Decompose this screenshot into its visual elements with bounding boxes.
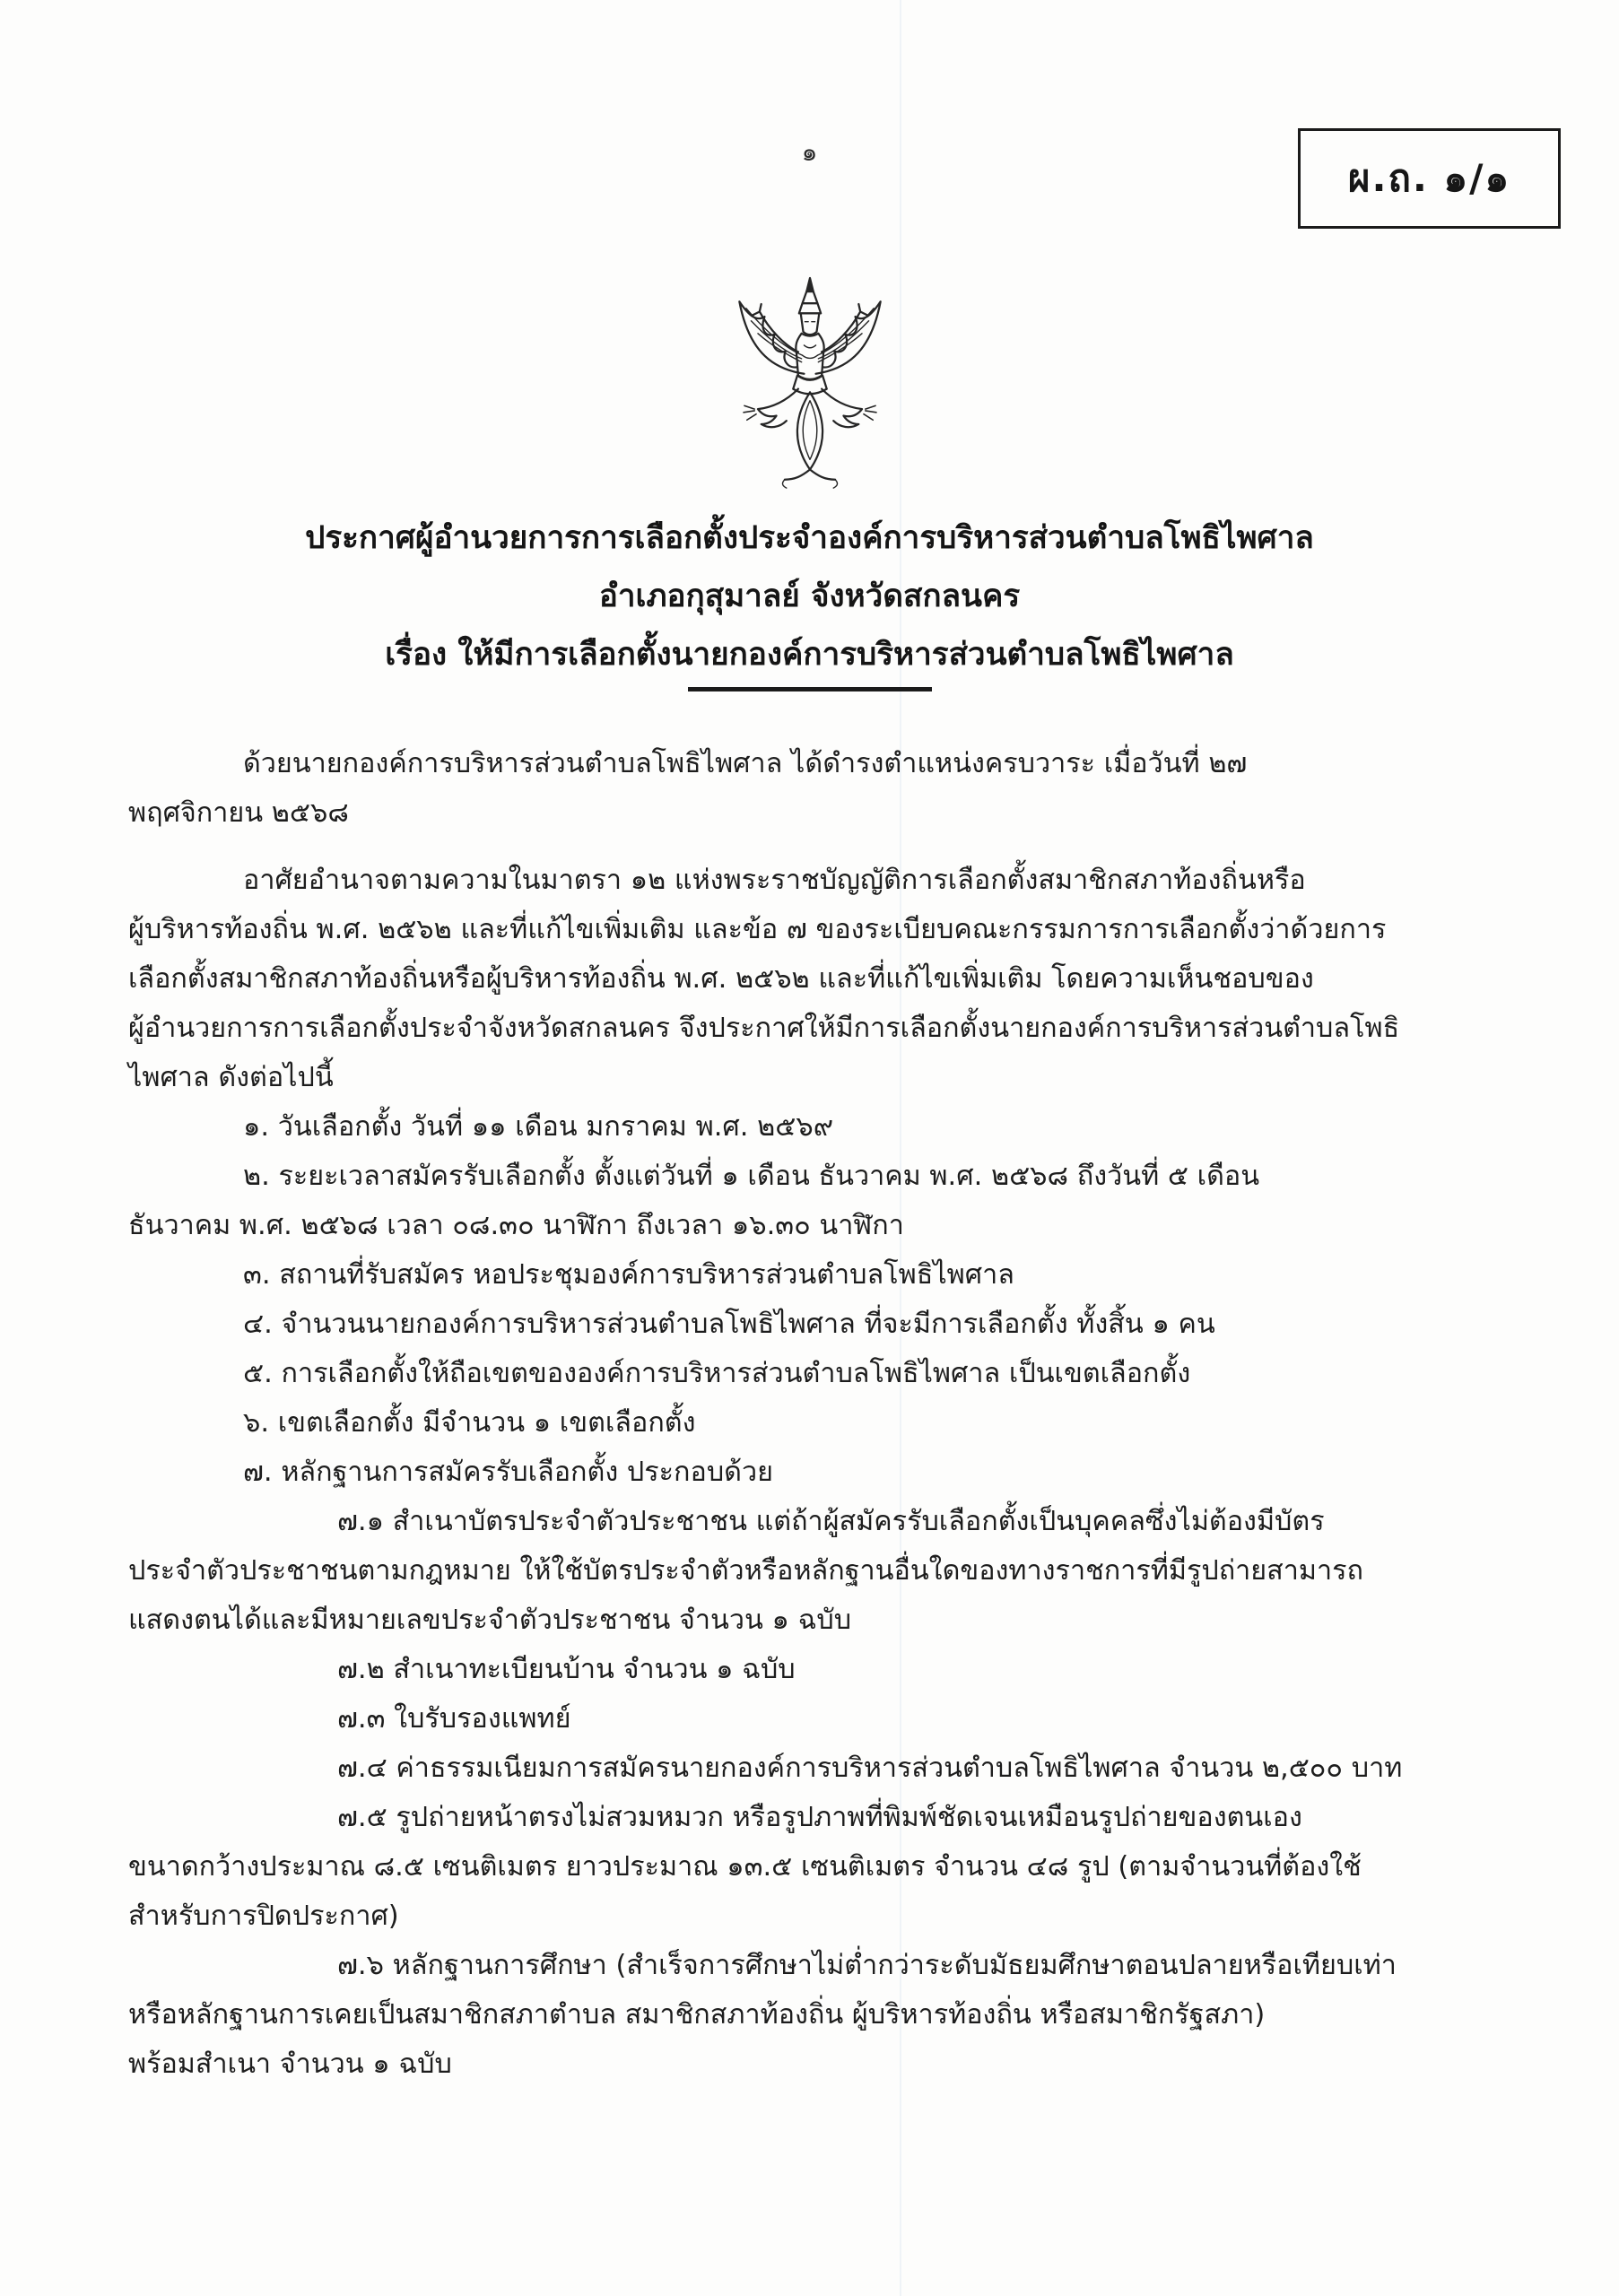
emblem-container xyxy=(0,274,1619,498)
body-line: ขนาดกว้างประมาณ ๘.๕ เซนติเมตร ยาวประมาณ ๑๓.๕ เซนติเมตร จำนวน ๔๘ รูป (ตามจำนวนที่ต้องใช้ xyxy=(128,1851,1362,1883)
form-code-label: ผ.ถ. ๑/๑ xyxy=(1347,156,1511,200)
body-line: สำหรับการปิดประกาศ) xyxy=(128,1900,399,1932)
body-line: พฤศจิกายน ๒๕๖๘ xyxy=(128,797,349,829)
body-line: ๗.๓ ใบรับรองแพทย์ xyxy=(337,1703,571,1735)
body-line: พร้อมสำเนา จำนวน ๑ ฉบับ xyxy=(128,2048,452,2080)
body-line: อาศัยอำนาจตามความในมาตรา ๑๒ แห่งพระราชบัญญัติการเลือกตั้งสมาชิกสภาท้องถิ่นหรือ xyxy=(243,865,1306,896)
body-line: ประจำตัวประชาชนตามกฎหมาย ให้ใช้บัตรประจำตัวหรือหลักฐานอื่นใดของทางราชการที่มีรูปถ่ายสามารถ xyxy=(128,1555,1363,1587)
body-line: ผู้บริหารท้องถิ่น พ.ศ. ๒๕๖๒ และที่แก้ไขเพิ่มเติม และข้อ ๗ ของระเบียบคณะกรรมการการเลือกตั้งว่าด้วยการ xyxy=(128,914,1387,945)
title-line-3: เรื่อง ให้มีการเลือกตั้งนายกองค์การบริหารส่วนตำบลโพธิไพศาล xyxy=(385,637,1234,673)
body-line: ๗.๖ หลักฐานการศึกษา (สำเร็จการศึกษาไม่ต่ำกว่าระดับมัธยมศึกษาตอนปลายหรือเทียบเท่า xyxy=(337,1950,1397,1981)
body-line: ๑. วันเลือกตั้ง วันที่ ๑๑ เดือน มกราคม พ.ศ. ๒๕๖๙ xyxy=(243,1111,834,1143)
body-line: ไพศาล ดังต่อไปนี้ xyxy=(128,1062,334,1093)
body-line: ๗.๔ ค่าธรรมเนียมการสมัครนายกองค์การบริหารส่วนตำบลโพธิไพศาล จำนวน ๒,๕๐๐ บาท xyxy=(337,1752,1403,1784)
thai-garuda-emblem-icon xyxy=(718,274,902,498)
form-code-box xyxy=(1298,128,1561,229)
body-line: แสดงตนได้และมีหมายเลขประจำตัวประชาชน จำนวน ๑ ฉบับ xyxy=(128,1605,852,1636)
body-line: ๖. เขตเลือกตั้ง มีจำนวน ๑ เขตเลือกตั้ง xyxy=(243,1407,696,1439)
title-divider-rule xyxy=(688,687,932,691)
body-line: ๒. ระยะเวลาสมัครรับเลือกตั้ง ตั้งแต่วันที่ ๑ เดือน ธันวาคม พ.ศ. ๒๕๖๘ ถึงวันที่ ๕ เดือน xyxy=(243,1161,1260,1192)
document-title-block xyxy=(0,509,1619,684)
title-line-1: ประกาศผู้อำนวยการการเลือกตั้งประจำองค์การบริหารส่วนตำบลโพธิไพศาล xyxy=(305,520,1314,556)
body-line: เลือกตั้งสมาชิกสภาท้องถิ่นหรือผู้บริหารท้องถิ่น พ.ศ. ๒๕๖๒ และที่แก้ไขเพิ่มเติม โดยความเห็นชอบของ xyxy=(128,963,1314,995)
title-line-2: อำเภอกุสุมาลย์ จังหวัดสกลนคร xyxy=(598,578,1021,614)
body-line: ด้วยนายกองค์การบริหารส่วนตำบลโพธิไพศาล ได้ดำรงตำแหน่งครบวาระ เมื่อวันที่ ๒๗ xyxy=(243,748,1248,779)
body-line: ๗.๑ สำเนาบัตรประจำตัวประชาชน แต่ถ้าผู้สมัครรับเลือกตั้งเป็นบุคคลซึ่งไม่ต้องมีบัตร xyxy=(337,1506,1325,1537)
body-line: ๔. จำนวนนายกองค์การบริหารส่วนตำบลโพธิไพศาล ที่จะมีการเลือกตั้ง ทั้งสิ้น ๑ คน xyxy=(243,1309,1215,1340)
page-number: ๑ xyxy=(801,137,818,167)
body-lines xyxy=(128,739,1528,2089)
body-line: ๗.๒ สำเนาทะเบียนบ้าน จำนวน ๑ ฉบับ xyxy=(337,1654,796,1685)
body-line: ๓. สถานที่รับสมัคร หอประชุมองค์การบริหารส่วนตำบลโพธิไพศาล xyxy=(243,1259,1014,1291)
body-line: ๗. หลักฐานการสมัครรับเลือกตั้ง ประกอบด้วย xyxy=(243,1457,773,1488)
body-line: ผู้อำนวยการการเลือกตั้งประจำจังหวัดสกลนคร จึงประกาศให้มีการเลือกตั้งนายกองค์การบริหารส่วนตำบลโพธิ xyxy=(128,1013,1400,1044)
body-line: ธันวาคม พ.ศ. ๒๕๖๘ เวลา ๐๘.๓๐ นาฬิกา ถึงเวลา ๑๖.๓๐ นาฬิกา xyxy=(128,1210,904,1241)
body-line: ๗.๕ รูปถ่ายหน้าตรงไม่สวมหมวก หรือรูปภาพที่พิมพ์ชัดเจนเหมือนรูปถ่ายของตนเอง xyxy=(337,1802,1302,1833)
body-line: หรือหลักฐานการเคยเป็นสมาชิกสภาตำบล สมาชิกสภาท้องถิ่น ผู้บริหารท้องถิ่น หรือสมาชิกรัฐสภา) xyxy=(128,1999,1266,2031)
body-line: ๕. การเลือกตั้งให้ถือเขตขององค์การบริหารส่วนตำบลโพธิไพศาล เป็นเขตเลือกตั้ง xyxy=(243,1358,1191,1389)
